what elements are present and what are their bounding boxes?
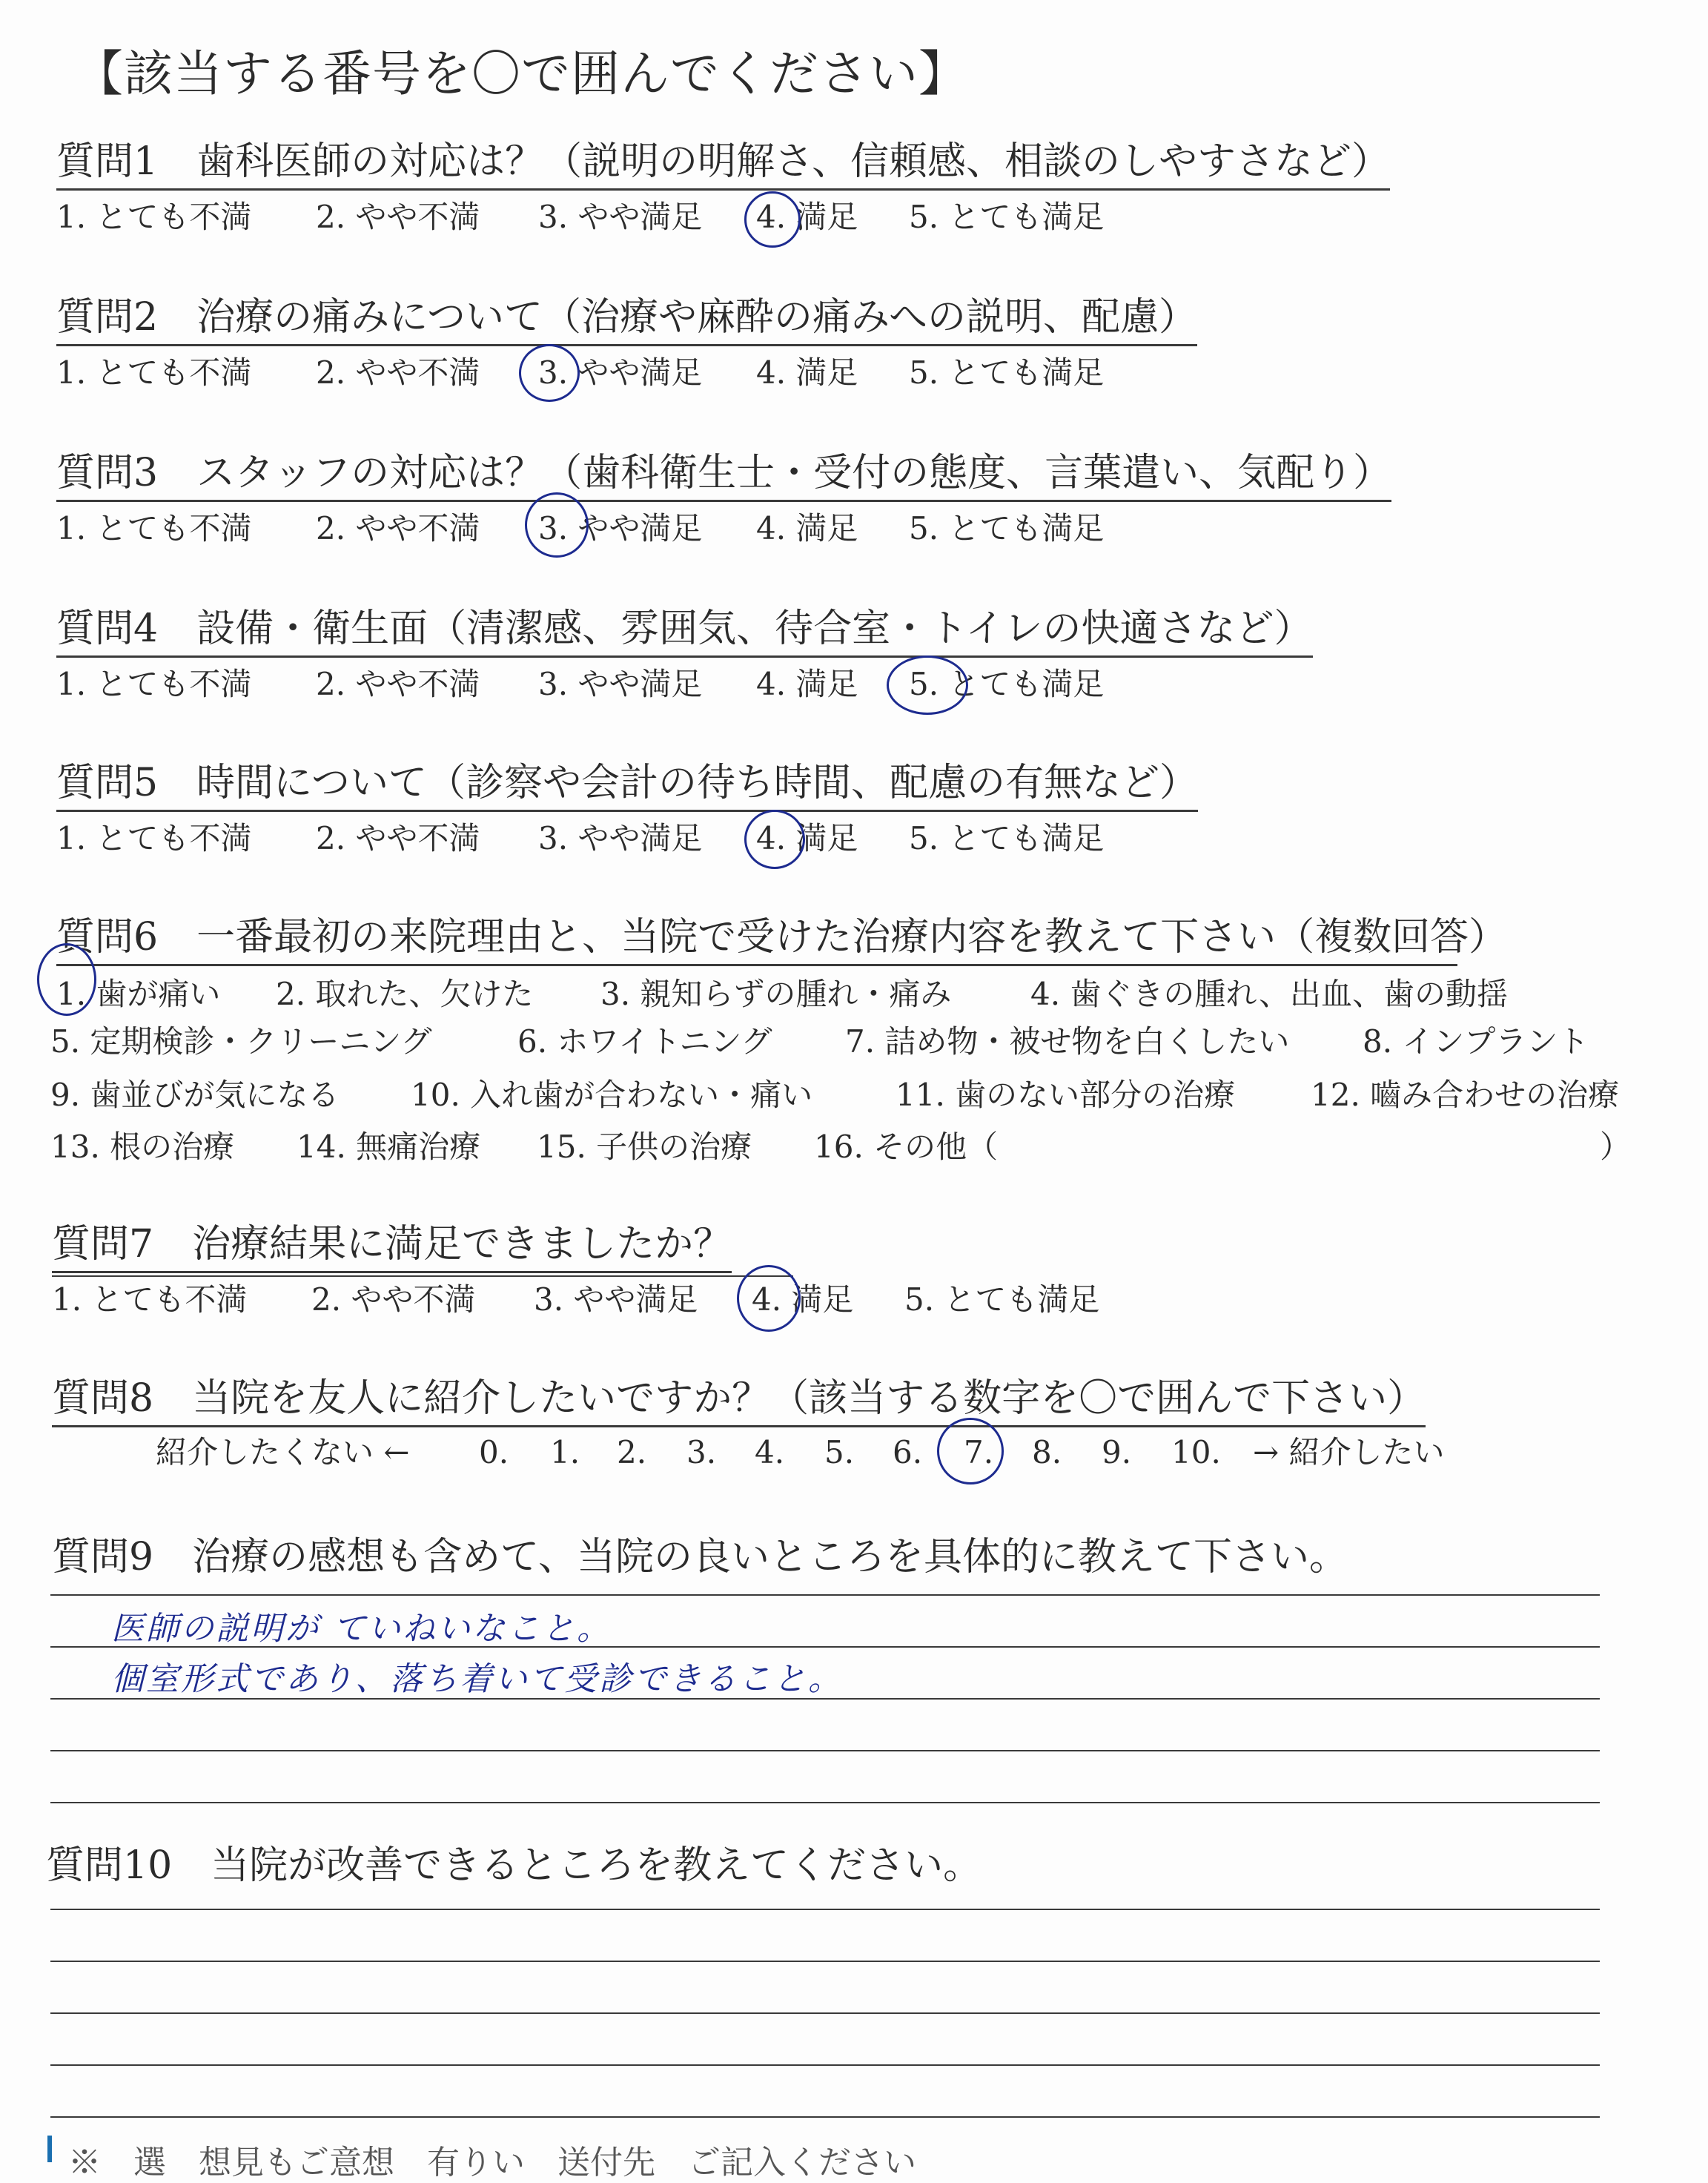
q4-option-3[interactable]: 3. やや満足 [538,666,703,702]
q3-option-1[interactable]: 1. とても不満 [56,510,252,546]
q6-option-1[interactable]: 1. 歯が痛い [56,976,221,1012]
q5-heading: 質問5 時間について（診察や会計の待ち時間、配慮の有無など） [56,761,1198,812]
q9-line-5 [50,1802,1600,1803]
q8-selection-circle [937,1418,1004,1484]
q8-score-6[interactable]: 6. [893,1434,923,1470]
q4-selection-circle [887,655,968,715]
q10-line-4 [50,2064,1600,2066]
q8-right-label: → 紹介したい [1253,1434,1445,1470]
q2-selection-circle [519,344,580,402]
q5-option-2[interactable]: 2. やや不満 [316,820,480,856]
q10-line-5 [50,2116,1600,2118]
page-title: 【該当する番号を〇で囲んでください】 [74,45,968,102]
q5-option-3[interactable]: 3. やや満足 [538,820,703,856]
q5-selection-circle [744,810,805,869]
q8-score-8[interactable]: 8. [1032,1434,1062,1470]
q2-heading: 質問2 治療の痛みについて（治療や麻酔の痛みへの説明、配慮） [56,295,1197,346]
q2-option-4[interactable]: 4. 満足 [756,354,858,391]
q2-option-2[interactable]: 2. やや不満 [316,354,480,391]
q7-option-4[interactable]: 4. 満足 [752,1281,854,1318]
q1-option-4[interactable]: 4. 満足 [756,199,858,235]
q1-option-5[interactable]: 5. とても満足 [909,199,1105,235]
q9-line-1 [50,1594,1600,1596]
q10-line-3 [50,2012,1600,2014]
q9-answer-line-1[interactable]: 医師の説明が ていねいなこと。 [111,1610,612,1648]
q1-option-2[interactable]: 2. やや不満 [316,199,480,235]
q9-heading: 質問9 治療の感想も含めて、当院の良いところを具体的に教えて下さい。 [52,1535,1348,1579]
q8-left-label: 紹介したくない ← [156,1434,410,1470]
q7-option-5[interactable]: 5. とても満足 [904,1281,1100,1318]
q6-option-6[interactable]: 6. ホワイトニング [517,1023,772,1060]
q7-option-3[interactable]: 3. やや満足 [534,1281,698,1318]
q4-option-5[interactable]: 5. とても満足 [909,666,1105,702]
q8-score-3[interactable]: 3. [686,1434,717,1470]
q1-heading: 質問1 歯科医師の対応は？（説明の明解さ、信頼感、相談のしやすさなど） [56,139,1390,191]
q6-option-14[interactable]: 14. 無痛治療 [297,1129,481,1165]
q5-option-4[interactable]: 4. 満足 [756,820,858,856]
q2-option-1[interactable]: 1. とても不満 [56,354,252,391]
q3-option-4[interactable]: 4. 満足 [756,510,858,546]
q6-option-8[interactable]: 8. インプラント [1363,1023,1589,1060]
q3-option-5[interactable]: 5. とても満足 [909,510,1105,546]
q1-selection-circle [744,191,801,248]
q5-option-1[interactable]: 1. とても不満 [56,820,252,856]
q6-option-7[interactable]: 7. 詰め物・被せ物を白くしたい [845,1023,1290,1060]
q6-option-2[interactable]: 2. 取れた、欠けた [276,976,534,1012]
q1-option-3[interactable]: 3. やや満足 [538,199,703,235]
q8-score-1[interactable]: 1. [550,1434,580,1470]
q8-score-5[interactable]: 5. [824,1434,855,1470]
q3-selection-circle [525,492,589,558]
q7-selection-circle [737,1265,801,1332]
q7-option-2[interactable]: 2. やや不満 [311,1281,476,1318]
q6-option-10[interactable]: 10. 入れ歯が合わない・痛い [411,1077,813,1113]
q6-option-3[interactable]: 3. 親知らずの腫れ・痛み [600,976,952,1012]
q9-answer-line-2[interactable]: 個室形式であり、落ち着いて受診できること。 [111,1660,843,1698]
q6-option-12[interactable]: 12. 嚙み合わせの治療 [1311,1077,1620,1113]
q4-option-1[interactable]: 1. とても不満 [56,666,252,702]
q6-option-15[interactable]: 15. 子供の治療 [537,1129,752,1165]
q8-heading: 質問8 当院を友人に紹介したいですか？（該当する数字を〇で囲んで下さい） [52,1376,1426,1427]
q8-score-10[interactable]: 10. [1171,1434,1221,1470]
q6-option-16-close: ） [1600,1129,1632,1165]
footer-marker-icon [47,2136,62,2162]
q6-heading: 質問6 一番最初の来院理由と、当院で受けた治療内容を教えて下さい（複数回答） [56,915,1457,966]
q7-heading-underline [52,1275,793,1277]
q10-heading: 質問10 当院が改善できるところを教えてください。 [46,1843,982,1888]
q2-option-3[interactable]: 3. やや満足 [538,354,703,391]
q6-option-16[interactable]: 16. その他（ [814,1129,999,1165]
q5-option-5[interactable]: 5. とても満足 [909,820,1105,856]
q8-score-7[interactable]: 7. [964,1434,994,1470]
q6-option-11[interactable]: 11. 歯のない部分の治療 [896,1077,1236,1113]
q7-heading: 質問7 治療結果に満足できましたか？ [52,1222,732,1273]
q4-option-4[interactable]: 4. 満足 [756,666,858,702]
q8-score-0[interactable]: 0. [479,1434,509,1470]
q8-score-2[interactable]: 2. [617,1434,647,1470]
q2-option-5[interactable]: 5. とても満足 [909,354,1105,391]
footer-partial-text: ※ 選 想見もご意想 有りい 送付先 ご記入ください [68,2144,916,2182]
q9-line-4 [50,1750,1600,1751]
q4-heading: 質問4 設備・衛生面（清潔感、雰囲気、待合室・トイレの快適さなど） [56,607,1313,658]
q3-option-2[interactable]: 2. やや不満 [316,510,480,546]
q3-heading: 質問3 スタッフの対応は？（歯科衛生士・受付の態度、言葉遣い、気配り） [56,451,1391,502]
q6-option-4[interactable]: 4. 歯ぐきの腫れ、出血、歯の動揺 [1030,976,1508,1012]
q8-score-4[interactable]: 4. [755,1434,785,1470]
q6-selection-circle [37,943,96,1016]
q10-line-1 [50,1909,1600,1910]
q4-option-2[interactable]: 2. やや不満 [316,666,480,702]
q1-option-1[interactable]: 1. とても不満 [56,199,252,235]
q3-option-3[interactable]: 3. やや満足 [538,510,703,546]
q6-option-13[interactable]: 13. 根の治療 [50,1129,235,1165]
q10-line-2 [50,1961,1600,1962]
q6-option-9[interactable]: 9. 歯並びが気になる [50,1077,340,1113]
q6-option-5[interactable]: 5. 定期検診・クリーニング [50,1023,432,1060]
q7-option-1[interactable]: 1. とても不満 [52,1281,248,1318]
q8-score-9[interactable]: 9. [1102,1434,1132,1470]
